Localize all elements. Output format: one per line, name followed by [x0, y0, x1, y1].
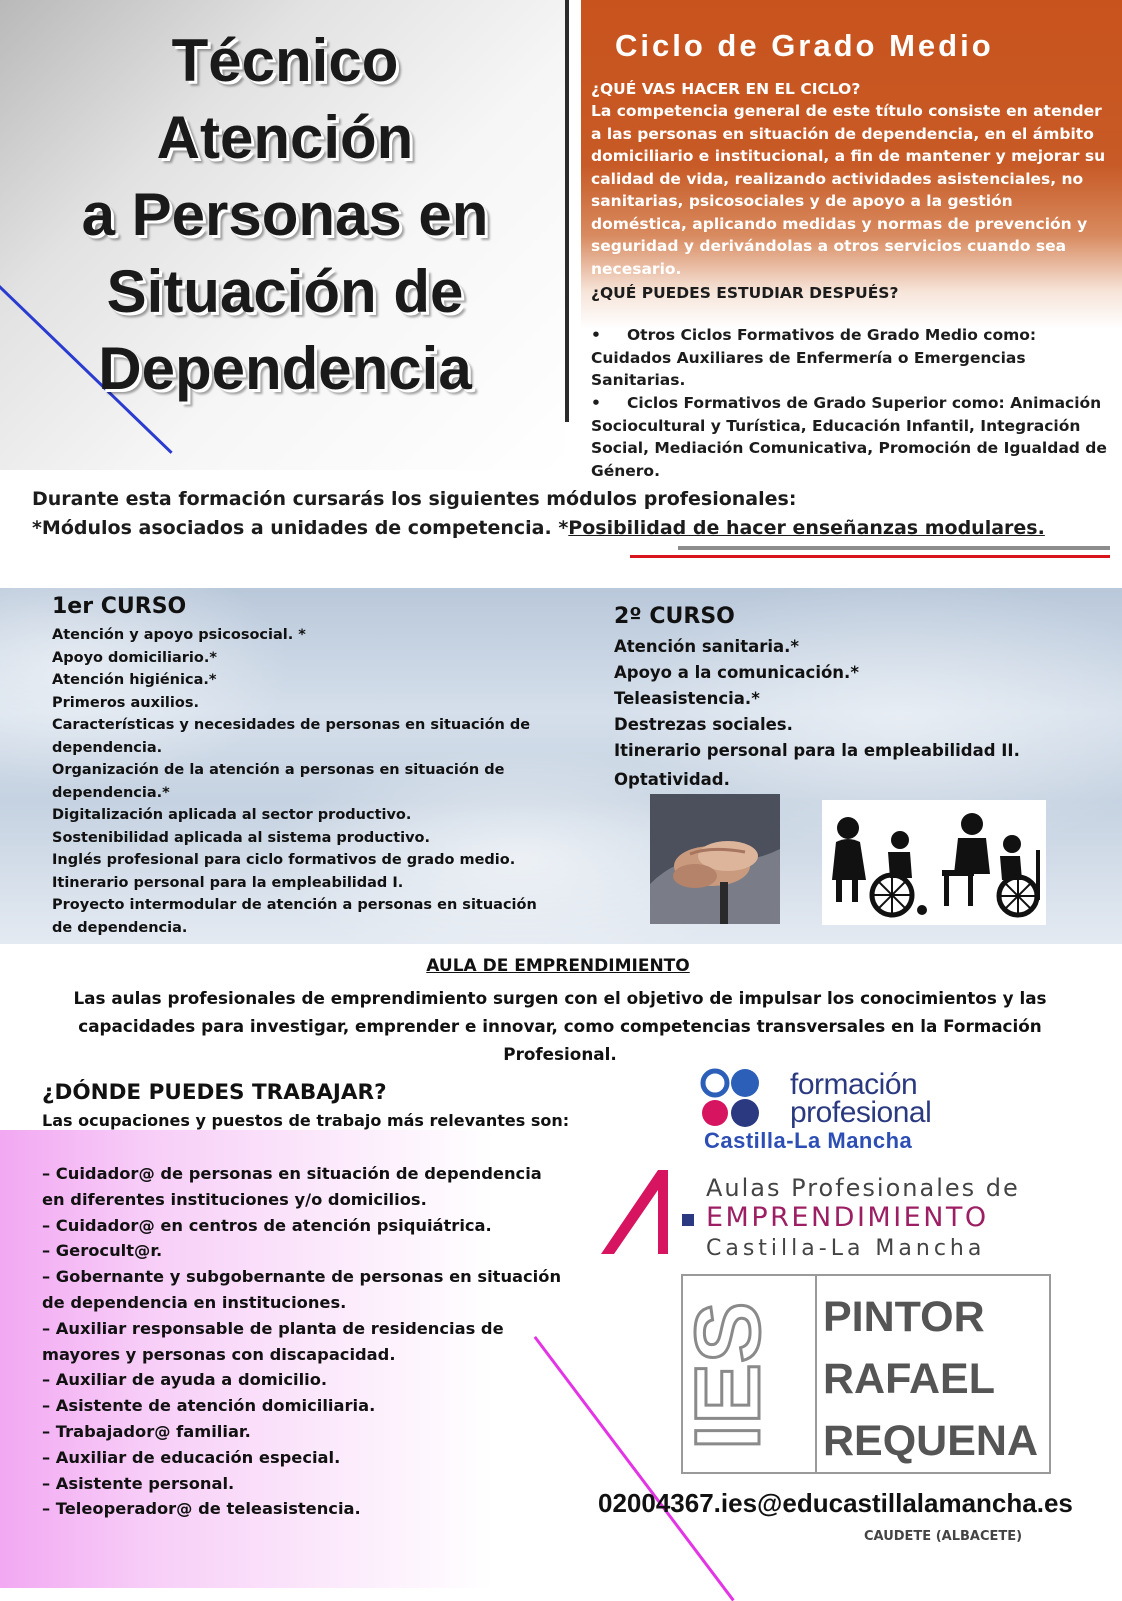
work-subtitle: Las ocupaciones y puestos de trabajo más relevantes son: — [42, 1111, 570, 1130]
list-item: – Auxiliar de ayuda a domicilio. — [42, 1370, 328, 1390]
ies-name-line-1: PINTOR — [823, 1293, 985, 1341]
courses-section — [0, 588, 1122, 944]
ies-school-name — [823, 1286, 1038, 1472]
school-location: CAUDETE (ALBACETE) — [864, 1529, 1023, 1544]
title-line-5: Dependencia — [98, 335, 472, 402]
list-item: Apoyo domiciliario.* — [52, 649, 217, 666]
list-item: Apoyo a la comunicación.* — [614, 663, 859, 682]
ies-name-line-3: REQUENA — [823, 1417, 1039, 1465]
page-title — [0, 22, 570, 407]
list-item: Características y necesidades de personas en situación de dependencia. — [52, 717, 531, 756]
aula-description: Las aulas profesionales de emprendimiento surgen con el objetivo de impulsar los conocimientos y las capacidades para investigar, emprender e innovar, como competencias transversales en la Formación Profesional. — [73, 988, 1047, 1064]
fp-dots-icon — [700, 1068, 780, 1128]
contact-email[interactable]: 02004367.ies@educastillalamancha.es — [598, 1488, 1073, 1518]
aulas-logo-line-3: Castilla-La Mancha — [706, 1236, 986, 1261]
jobs-list — [42, 1161, 567, 1522]
list-item: – Auxiliar responsable de planta de residencias de mayores y personas con discapacidad. — [42, 1318, 504, 1364]
caregiver-wheelchair-icon — [822, 800, 1046, 925]
list-item: – Trabajador@ familiar. — [42, 1421, 251, 1441]
title-line-3: a Personas en — [81, 181, 489, 248]
list-item: Destrezas sociales. — [614, 715, 793, 734]
cycle-title: Ciclo de Grado Medio — [615, 28, 994, 63]
list-item: Itinerario personal para la empleabilidad I. — [52, 874, 404, 891]
further-study-text: Ciclos Formativos de Grado Superior como: Animación Sociocultural y Turística, Educación Infantil, Integración Social, Mediación Comunicativa, Promoción de Igualdad de Género. — [591, 394, 1107, 480]
further-study-item — [591, 392, 1111, 482]
course2-title: 2º CURSO — [614, 604, 735, 629]
fp-logo-line-3: Castilla-La Mancha — [704, 1128, 913, 1153]
competence-description: La competencia general de este título consiste en atender a las personas en situación de dependencia, en el ámbito domiciliario e institucional, a fin de mantener y mejorar su calidad de vida, realizando actividades asistenciales, no sanitarias, psicosociales y de apoyo a la gestión doméstica, aplicando medidas y normas de prevención y seguridad y derivándolas a otros servicios cuando sea necesario. — [591, 102, 1106, 278]
bullet-icon: • — [591, 326, 601, 344]
list-item: – Teleoperador@ de teleasistencia. — [42, 1499, 361, 1519]
aula-title-text: AULA DE EMPRENDIMIENTO — [426, 956, 690, 976]
list-item: Itinerario personal para la empleabilidad II. — [614, 741, 1020, 760]
decorative-gray-line — [678, 546, 1110, 550]
list-item: Teleasistencia.* — [614, 689, 760, 708]
list-item: Organización de la atención a personas en situación de dependencia.* — [52, 762, 505, 801]
list-item: Primeros auxilios. — [52, 694, 199, 711]
course1-module-list — [52, 624, 542, 939]
fp-logo-line-1: formación — [790, 1068, 918, 1101]
intro-line-2 — [32, 514, 1045, 543]
list-item: Proyecto intermodular de atención a personas en situación de dependencia. — [52, 897, 537, 936]
title-line-1: Técnico — [171, 27, 399, 94]
cycle-info-panel — [581, 0, 1122, 480]
ies-letters-icon — [677, 1290, 801, 1460]
header-divider — [565, 0, 569, 422]
title-line-2: Atención — [156, 104, 414, 171]
list-item: Inglés profesional para ciclo formativos de grado medio. — [52, 852, 516, 868]
aula-title — [0, 956, 1116, 976]
intro-line-1: Durante esta formación cursarás los siguientes módulos profesionales: — [32, 488, 797, 510]
list-item: Atención sanitaria.* — [614, 637, 800, 656]
course1-title: 1er CURSO — [52, 594, 187, 619]
list-item: – Cuidador@ de personas en situación de dependencia en diferentes instituciones y/o domicilios. — [42, 1164, 542, 1209]
aulas-logo-line-1: Aulas Profesionales de — [706, 1174, 1020, 1202]
aulas-logo-line-2: EMPRENDIMIENTO — [706, 1202, 989, 1233]
modules-intro — [32, 485, 1045, 543]
further-study-text: Otros Ciclos Formativos de Grado Medio como: Cuidados Auxiliares de Enfermería o Emergencias Sanitarias. — [591, 326, 1037, 389]
list-item: Atención y apoyo psicosocial. * — [52, 627, 306, 643]
ies-name-line-2: RAFAEL — [823, 1355, 995, 1403]
decorative-red-line — [630, 555, 1110, 558]
work-title: ¿DÓNDE PUEDES TRABAJAR? — [42, 1080, 387, 1105]
list-item: Optatividad. — [614, 770, 730, 789]
list-item: – Auxiliar de educación especial. — [42, 1447, 341, 1467]
list-item: – Gerocult@r. — [42, 1241, 163, 1261]
intro-note: *Módulos asociados a unidades de competencia. * — [32, 517, 569, 539]
course2-module-list — [614, 634, 1094, 793]
hands-photo-illustration — [650, 794, 780, 924]
bullet-icon: • — [591, 394, 601, 412]
aulas-a-icon — [596, 1162, 706, 1267]
list-item: – Asistente de atención domiciliaria. — [42, 1396, 376, 1416]
list-item: Atención higiénica.* — [52, 672, 217, 688]
ies-letters-text: IES — [677, 1301, 779, 1450]
list-item: – Gobernante y subgobernante de personas en situación de dependencia en instituciones. — [42, 1267, 562, 1312]
caregiver-icon-graphic — [822, 800, 1046, 925]
fp-castilla-la-mancha-logo — [700, 1068, 1000, 1158]
list-item: Sostenibilidad aplicada al sistema productivo. — [52, 829, 431, 846]
aulas-emprendimiento-logo — [596, 1162, 1086, 1267]
list-item: – Cuidador@ en centros de atención psiquiátrica. — [42, 1215, 492, 1235]
further-study-item — [591, 324, 1111, 392]
title-line-4: Situación de — [106, 258, 464, 325]
list-item: Digitalización aplicada al sector productivo. — [52, 807, 412, 823]
ies-logo — [677, 1274, 1051, 1474]
fp-logo-line-2: profesional — [790, 1096, 932, 1129]
ies-logo-divider — [815, 1276, 817, 1472]
list-item: – Asistente personal. — [42, 1473, 235, 1493]
question-what-you-do: ¿QUÉ VAS HACER EN EL CICLO? — [591, 80, 861, 98]
hands-photo — [650, 794, 780, 924]
modular-note: Posibilidad de hacer enseñanzas modulares. — [568, 517, 1045, 539]
question-further-study: ¿QUÉ PUEDES ESTUDIAR DESPUÉS? — [591, 284, 899, 302]
